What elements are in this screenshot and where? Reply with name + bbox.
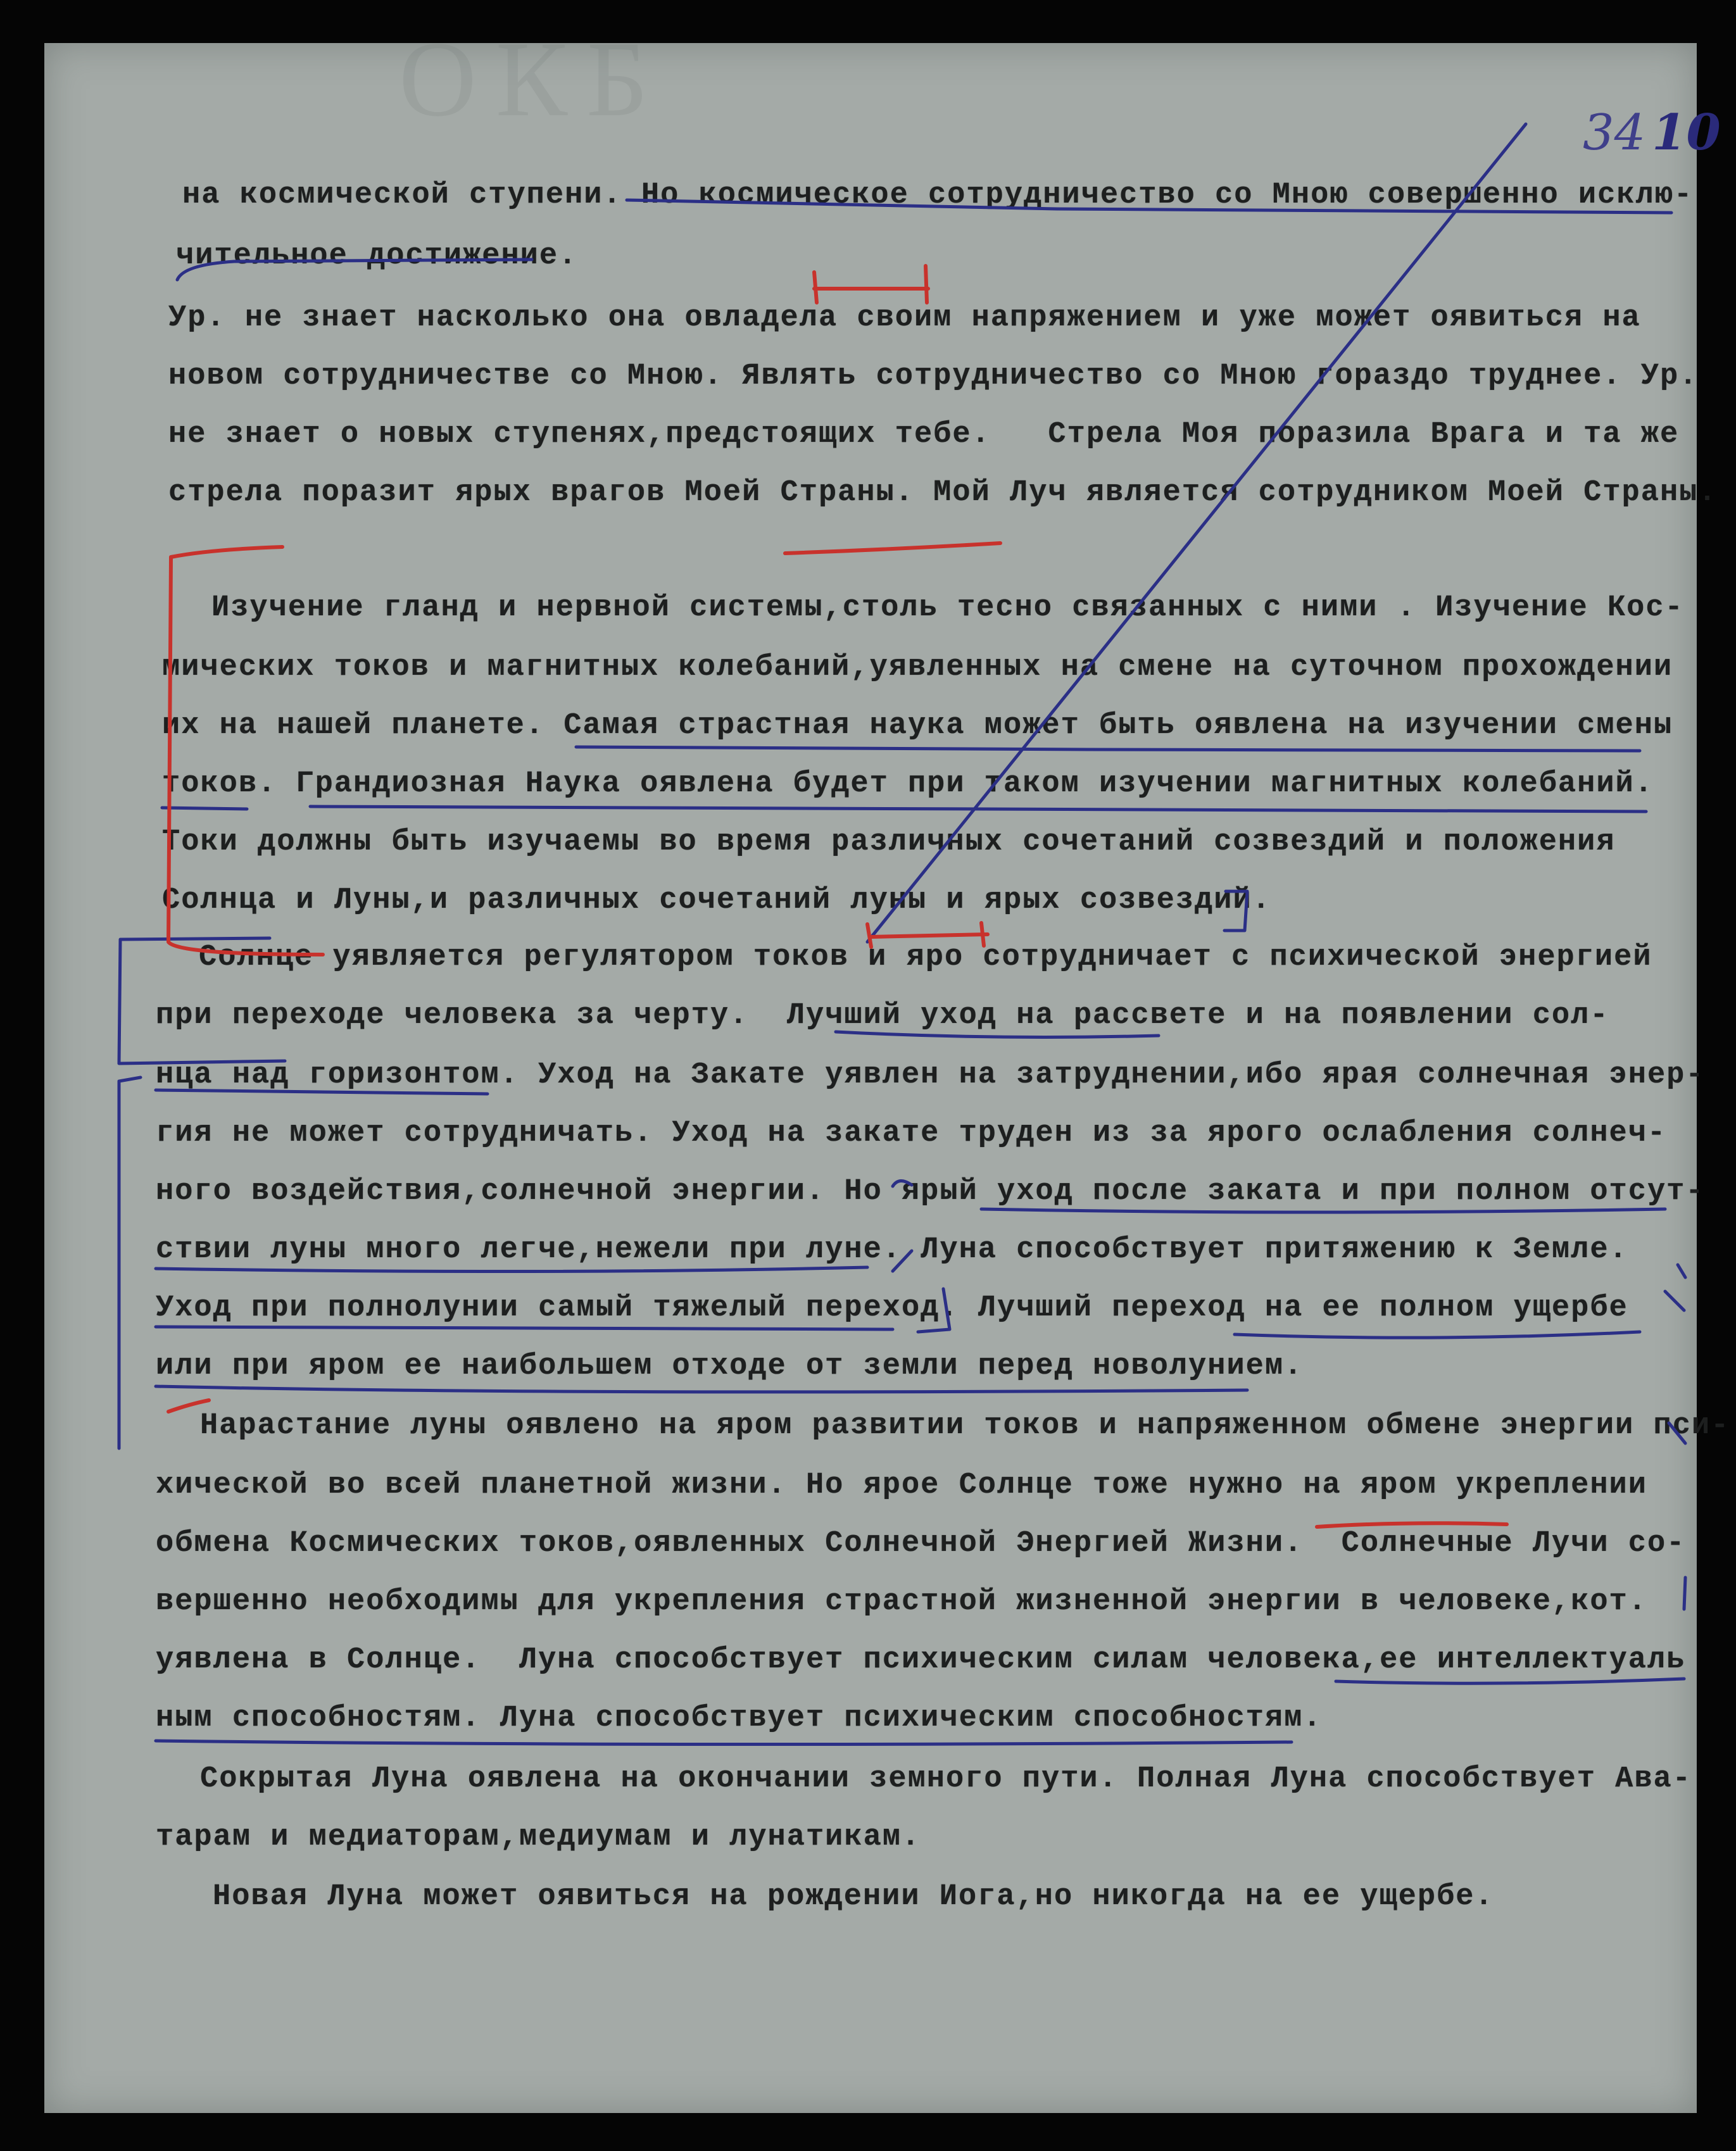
text-line: чительное достижение. [176, 239, 578, 273]
text-line: их на нашей планете. Самая страстная наука может быть оявлена на изучении смены [162, 709, 1673, 743]
text-line: уявлена в Солнце. Луна способствует психическим силам человека,ее интеллектуаль [156, 1643, 1686, 1677]
pencil-annotations [44, 43, 1697, 2113]
text-line: ным способностям. Луна способствует психическим способностям. [156, 1702, 1323, 1735]
blue-underline [836, 1032, 1159, 1037]
blue-diagonal-strike [867, 124, 1526, 942]
blue-tick [1684, 1577, 1685, 1609]
blue-underline [627, 200, 1671, 213]
red-h-mark [814, 266, 928, 303]
blue-underline [156, 1741, 1292, 1745]
bleed-through-ghost: ОКБ [399, 20, 667, 139]
text-line: Солнца и Луны,и различных сочетаний луны и ярых созвездий. [162, 884, 1271, 917]
text-line: Ур. не знает насколько она овладела своим напряжением и уже может оявиться на [168, 301, 1641, 335]
text-line: на космической ступени. Но космическое сотрудничество со Мною совершенно исклю- [182, 179, 1694, 212]
blue-underline [156, 1386, 1247, 1392]
text-line: гия не может сотрудничать. Уход на закате труден из за ярого ослабления солнеч- [156, 1117, 1667, 1150]
text-line: или при яром ее наибольшем отходе от земли перед новолунием. [156, 1350, 1304, 1383]
blue-underline [310, 806, 1646, 812]
blue-bracket [918, 1289, 950, 1332]
text-line: Изучение гланд и нервной системы,столь тесно связанных с ними . Изучение Кос- [211, 591, 1684, 625]
red-underline [785, 543, 1000, 553]
blue-tick [1678, 1265, 1685, 1277]
blue-underline [156, 1267, 867, 1272]
text-line: Токи должны быть изучаемы во время различных сочетаний созвездий и положения [162, 825, 1616, 859]
blue-tick [1665, 1291, 1684, 1310]
text-line: мических токов и магнитных колебаний,уявленных на смене на суточном прохождении [162, 651, 1673, 684]
text-line: стрела поразит ярых врагов Моей Страны. Мой Луч является сотрудником Моей Страны. [168, 476, 1718, 510]
text-line: при переходе человека за черту. Лучший уход на рассвете и на появлении сол- [156, 999, 1609, 1032]
text-line: тарам и медиаторам,медиумам и лунатикам. [156, 1821, 921, 1854]
blue-underline [156, 1090, 487, 1094]
red-h-mark [867, 923, 988, 947]
blue-left-bracket [119, 1077, 141, 1448]
blue-bracket [893, 1251, 912, 1271]
red-underline [1317, 1523, 1507, 1527]
text-line: ствии луны много легче,нежели при луне. Луна способствует притяжению к Земле. [156, 1233, 1628, 1267]
blue-underline [1336, 1679, 1684, 1683]
red-left-bracket [168, 547, 323, 955]
text-line: нца над горизонтом. Уход на Закате уявлен на затруднении,ибо ярая солнечная энер- [156, 1058, 1705, 1092]
blue-underline [162, 808, 247, 809]
blue-underline [1235, 1332, 1640, 1338]
blue-left-bracket [119, 938, 285, 1063]
text-line: Сокрытая Луна оявлена на окончании земного пути. Полная Луна способствует Ава- [200, 1762, 1692, 1796]
folio-alt: 10 [1652, 104, 1721, 161]
blue-underline [156, 1327, 893, 1329]
text-line: вершенно необходимы для укрепления страстной жизненной энергии в человеке,кот. [156, 1585, 1647, 1619]
blue-bracket [1224, 891, 1247, 931]
text-line: не знает о новых ступенях,предстоящих тебе. Стрела Моя поразила Врага и та же [168, 418, 1680, 451]
blue-underline [981, 1209, 1665, 1212]
text-line: ного воздействия,солнечной энергии. Но ярый уход после заката и при полном отсут- [156, 1175, 1705, 1208]
text-line: обмена Космических токов,оявленных Солнечной Энергией Жизни. Солнечные Лучи со- [156, 1527, 1686, 1560]
text-line: токов. Грандиозная Наука оявлена будет при таком изучении магнитных колебаний. [162, 767, 1654, 801]
red-underline [168, 1400, 209, 1412]
text-line: новом сотрудничестве со Мною. Являть сотрудничество со Мною гораздо труднее. Ур. [168, 360, 1699, 393]
blue-tick [1669, 1423, 1685, 1443]
text-line: Уход при полнолунии самый тяжелый переход. Лучший переход на ее полном ущербе [156, 1291, 1628, 1325]
blue-tick [893, 1181, 912, 1186]
typewritten-page [44, 20, 1730, 2113]
text-line: хической во всей планетной жизни. Но ярое Солнце тоже нужно на яром укреплении [156, 1469, 1647, 1502]
text-line: Новая Луна может оявиться на рождении Иога,но никогда на ее ущербе. [213, 1880, 1494, 1914]
text-line: Солнце уявляется регулятором токов и яро сотрудничает с психической энергией [199, 941, 1652, 974]
folio-main: 34 [1583, 104, 1646, 161]
blue-underline [177, 260, 532, 280]
blue-underline [576, 747, 1640, 751]
text-line: Нарастание луны оявлено на яром развитии токов и напряженном обмене энергии пси- [200, 1409, 1730, 1443]
